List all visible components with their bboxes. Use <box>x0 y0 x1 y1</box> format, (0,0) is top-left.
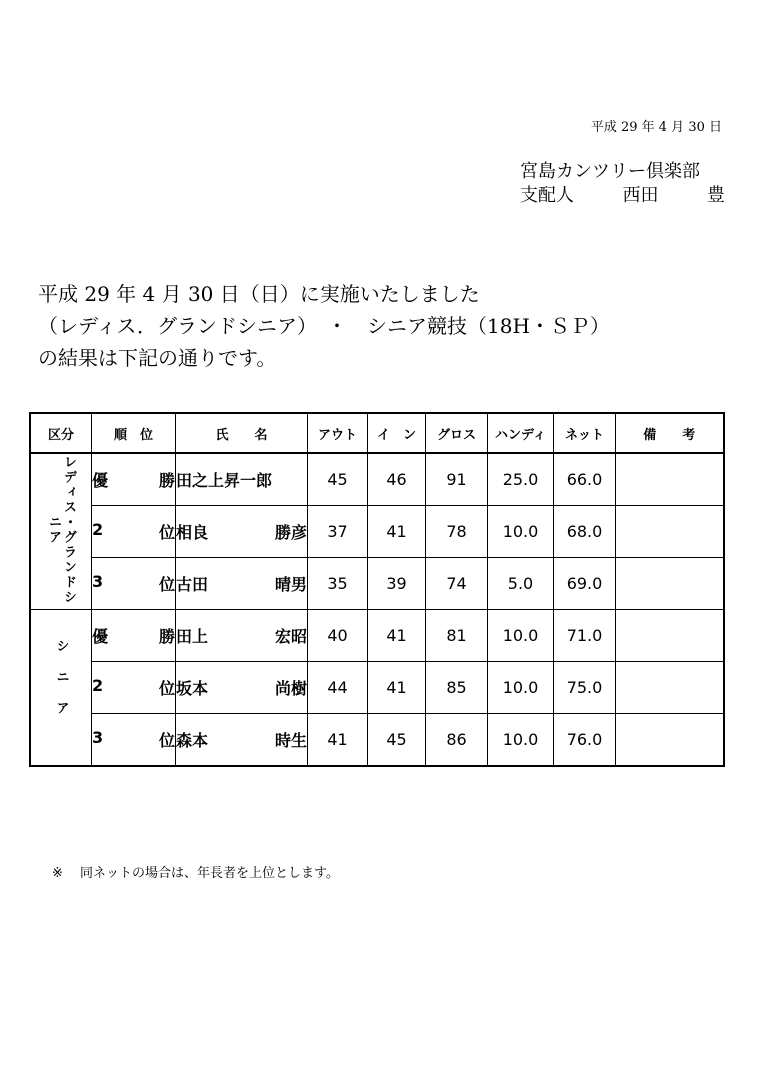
rank-suffix: 位 <box>158 731 175 750</box>
net-score: 76.0 <box>554 714 616 767</box>
gross-score: 86 <box>426 714 488 767</box>
net-score: 75.0 <box>554 662 616 714</box>
remarks-cell <box>616 453 724 506</box>
document-date: 平成 29 年 4 月 30 日 <box>590 120 722 135</box>
in-score: 39 <box>368 558 426 610</box>
header-name: 氏 名 <box>176 413 308 453</box>
out-score: 41 <box>308 714 368 767</box>
out-score: 44 <box>308 662 368 714</box>
player-first-name: 勝彦 <box>274 523 307 542</box>
gross-score: 74 <box>426 558 488 610</box>
header-remarks: 備 考 <box>616 413 724 453</box>
gross-score: 91 <box>426 453 488 506</box>
rank-suffix: 勝 <box>158 627 175 646</box>
player-first-name: 時生 <box>274 731 307 750</box>
rank-cell <box>92 453 176 506</box>
results-table <box>29 412 725 767</box>
table-header-row <box>30 413 724 453</box>
player-last-name: 田上 <box>176 627 209 646</box>
out-score: 35 <box>308 558 368 610</box>
remarks-cell <box>616 610 724 662</box>
handicap-value: 10.0 <box>488 714 554 767</box>
rank-prefix: 3 <box>92 572 104 591</box>
remarks-cell <box>616 558 724 610</box>
rank-cell <box>92 610 176 662</box>
name-cell <box>176 453 308 506</box>
rank-cell <box>92 558 176 610</box>
table-row <box>30 662 724 714</box>
out-score: 37 <box>308 506 368 558</box>
signatory-last-name: 西田 <box>622 185 659 206</box>
handicap-value: 10.0 <box>488 506 554 558</box>
player-last-name: 古田 <box>176 575 209 594</box>
footnote: ※ 同ネットの場合は、年長者を上位とします。 <box>52 866 339 881</box>
in-score: 45 <box>368 714 426 767</box>
rank-suffix: 勝 <box>158 471 175 490</box>
out-score: 45 <box>308 453 368 506</box>
gross-score: 81 <box>426 610 488 662</box>
table-row <box>30 453 724 506</box>
in-score: 41 <box>368 662 426 714</box>
remarks-cell <box>616 662 724 714</box>
player-first-name: 晴男 <box>274 575 307 594</box>
handicap-value: 5.0 <box>488 558 554 610</box>
header-rank: 順 位 <box>92 413 176 453</box>
remarks-cell <box>616 714 724 767</box>
gross-score: 85 <box>426 662 488 714</box>
player-last-name: 坂本 <box>176 679 209 698</box>
organization-name: 宮島カンツリー倶楽部 <box>520 161 700 182</box>
organization-block <box>520 160 725 208</box>
header-handicap: ハンディ <box>488 413 554 453</box>
table-row <box>30 558 724 610</box>
signatory <box>520 184 725 208</box>
handicap-value: 10.0 <box>488 610 554 662</box>
handicap-value: 25.0 <box>488 453 554 506</box>
net-score: 68.0 <box>554 506 616 558</box>
net-score: 69.0 <box>554 558 616 610</box>
name-cell <box>176 662 308 714</box>
table-row <box>30 610 724 662</box>
table-row <box>30 714 724 767</box>
rank-suffix: 位 <box>158 523 175 542</box>
intro-line-1: 平成 29 年 4 月 30 日（日）に実施いたしました <box>38 282 480 306</box>
category-cell <box>30 453 92 610</box>
intro-line-2: （レディス．グランドシニア） ・ シニア競技（18H・ＳＰ） <box>38 314 610 338</box>
category-cell <box>30 610 92 767</box>
header-category: 区分 <box>30 413 92 453</box>
category-label: レディス・グランドシニア <box>46 454 76 605</box>
rank-prefix: 優 <box>92 627 109 646</box>
header-out: アウト <box>308 413 368 453</box>
rank-prefix: 2 <box>92 676 104 695</box>
name-cell <box>176 714 308 767</box>
header-in: イ ン <box>368 413 426 453</box>
net-score: 66.0 <box>554 453 616 506</box>
intro-text <box>38 278 610 374</box>
remarks-cell <box>616 506 724 558</box>
category-label: シニア <box>53 639 69 732</box>
name-cell <box>176 610 308 662</box>
rank-cell <box>92 662 176 714</box>
rank-prefix: 2 <box>92 520 104 539</box>
rank-suffix: 位 <box>158 575 175 594</box>
gross-score: 78 <box>426 506 488 558</box>
player-last-name: 相良 <box>176 523 209 542</box>
signatory-title: 支配人 <box>520 185 574 206</box>
player-last-name: 田之上昇一郎 <box>176 471 273 490</box>
header-gross: グロス <box>426 413 488 453</box>
signatory-first-name: 豊 <box>707 185 725 206</box>
player-first-name: 宏昭 <box>274 627 307 646</box>
out-score: 40 <box>308 610 368 662</box>
rank-cell <box>92 506 176 558</box>
rank-cell <box>92 714 176 767</box>
handicap-value: 10.0 <box>488 662 554 714</box>
net-score: 71.0 <box>554 610 616 662</box>
rank-prefix: 優 <box>92 471 109 490</box>
rank-suffix: 位 <box>158 679 175 698</box>
in-score: 41 <box>368 610 426 662</box>
player-first-name: 尚樹 <box>274 679 307 698</box>
header-net: ネット <box>554 413 616 453</box>
rank-prefix: 3 <box>92 728 104 747</box>
name-cell <box>176 506 308 558</box>
in-score: 41 <box>368 506 426 558</box>
intro-line-3: の結果は下記の通りです。 <box>38 346 277 370</box>
in-score: 46 <box>368 453 426 506</box>
player-last-name: 森本 <box>176 731 209 750</box>
name-cell <box>176 558 308 610</box>
table-row <box>30 506 724 558</box>
